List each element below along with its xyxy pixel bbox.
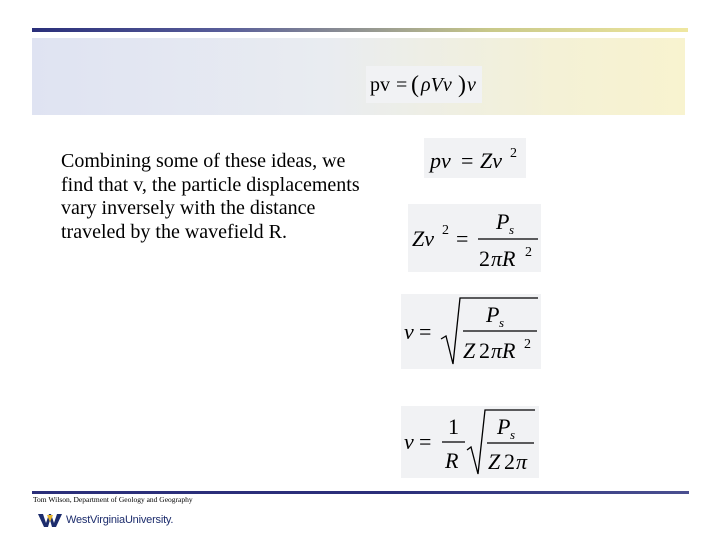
svg-text:Zv: Zv (480, 148, 502, 173)
svg-text:2: 2 (524, 337, 531, 352)
equation-2 (424, 138, 526, 178)
top-rule (32, 28, 688, 32)
svg-text:2: 2 (525, 245, 532, 260)
svg-text:1: 1 (448, 414, 459, 439)
svg-text:2: 2 (504, 449, 515, 474)
wvu-wordmark: WestVirginiaUniversity. (66, 514, 174, 526)
svg-text:πR: πR (491, 246, 516, 271)
equation-4 (401, 294, 541, 369)
svg-text:=: = (419, 429, 432, 454)
svg-text:πR: πR (491, 338, 516, 363)
svg-text:=: = (396, 74, 408, 96)
svg-text:v: v (404, 429, 414, 454)
svg-text:): ) (458, 72, 466, 98)
equation-1 (366, 66, 482, 103)
svg-text:s: s (510, 427, 516, 442)
svg-text:2: 2 (479, 338, 490, 363)
svg-text:=: = (419, 319, 432, 344)
svg-text:=: = (456, 226, 469, 251)
svg-text:v: v (467, 74, 476, 96)
svg-text:2: 2 (479, 246, 490, 271)
svg-text:P: P (486, 302, 500, 327)
svg-text:=: = (461, 148, 474, 173)
title-band (32, 38, 685, 115)
svg-text:v: v (404, 319, 414, 344)
body-text: Combining some of these ideas, we find that v, the particle displacements vary inversely with the distance traveled by the wavefield R. (61, 150, 360, 243)
svg-text:2: 2 (442, 223, 449, 238)
svg-text:(: ( (411, 72, 419, 98)
equation-5 (401, 406, 539, 478)
svg-text:P: P (497, 414, 511, 439)
svg-text:pv: pv (430, 148, 451, 173)
equation-3 (408, 204, 541, 272)
svg-text:s: s (509, 222, 515, 237)
svg-text:π: π (516, 449, 528, 474)
svg-text:ρVv: ρVv (421, 74, 452, 96)
wvu-logo (38, 509, 173, 531)
svg-text:pv: pv (370, 74, 390, 96)
footer-credit: Tom Wilson, Department of Geology and Geography (33, 495, 193, 504)
svg-text:R: R (445, 448, 459, 473)
svg-text:Z: Z (488, 449, 501, 474)
svg-text:s: s (499, 315, 505, 330)
svg-text:P: P (496, 209, 510, 234)
svg-text:Zv: Zv (412, 226, 434, 251)
flying-wv-icon (38, 512, 62, 528)
bottom-rule (32, 491, 689, 494)
svg-text:2: 2 (510, 146, 517, 161)
svg-text:Z: Z (463, 338, 476, 363)
